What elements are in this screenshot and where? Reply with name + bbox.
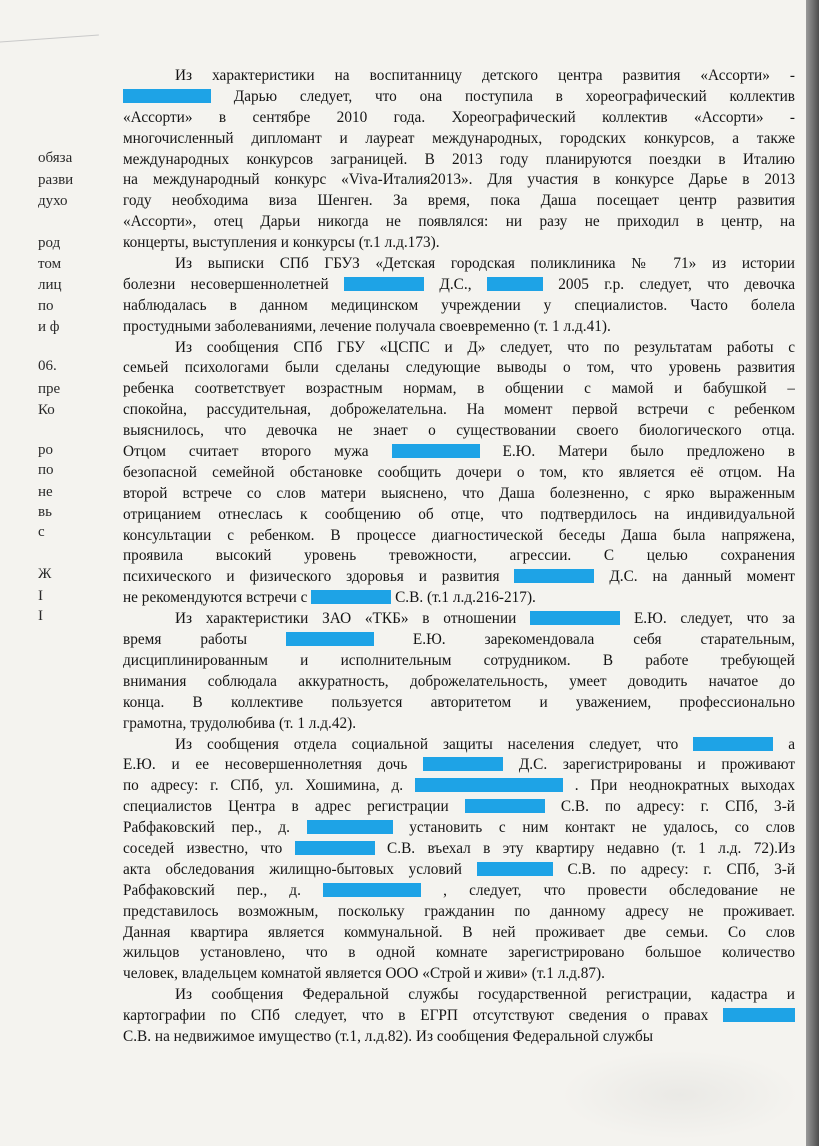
text-segment: психического и физического здоровья и развития — [123, 568, 500, 586]
text-segment: конца. В коллективе пользуется авторитетом и уважением, профессионально — [123, 693, 795, 711]
text-line — [123, 567, 795, 588]
text-line — [123, 275, 795, 296]
text-line — [123, 358, 795, 379]
text-line — [123, 296, 795, 317]
text-segment: . При неоднократных выходах — [574, 777, 795, 795]
text-segment: а — [788, 735, 795, 753]
text-segment: акта обследования жилищно-бытовых условий — [123, 860, 462, 878]
text-segment: время работы — [123, 631, 247, 649]
underlying-text: пре — [38, 381, 61, 397]
text-line — [123, 442, 795, 463]
text-line — [123, 881, 795, 902]
text-line — [123, 964, 795, 985]
text-segment: многочисленный дипломант и лауреат международных, городских конкурсов, а также — [123, 129, 795, 147]
text-segment: С.В. въехал в эту квартиру недавно (т. 1 л.д. 72).Из — [387, 839, 795, 857]
text-segment: С.В. по адресу: г. СПб, 3-й — [560, 798, 795, 816]
redaction-box — [423, 757, 503, 771]
underlying-text: с — [38, 524, 45, 540]
text-segment: Из сообщения СПб ГБУ «ЦСПС и Д» следует, что по результатам работы с — [175, 338, 795, 356]
text-line — [123, 421, 795, 442]
text-segment: Рабфаковский пер., д. — [123, 819, 290, 837]
text-line — [123, 588, 795, 609]
redaction-box — [514, 569, 594, 583]
text-line — [123, 839, 795, 860]
text-line — [123, 985, 795, 1006]
text-segment: «Ассорти» в сентябре 2010 года. Хореографический коллектив «Ассорти» - — [123, 108, 795, 126]
underlying-text: 06. — [38, 358, 57, 374]
redaction-box — [323, 883, 421, 897]
text-segment: второй встрече со слов матери выяснено, что Даша болезненно, с ярко выраженным — [123, 484, 795, 502]
text-line — [123, 66, 795, 87]
text-segment: ребенка соответствует возрастным нормам, в общении с мамой и бабушкой – — [123, 380, 795, 398]
text-line — [123, 338, 795, 359]
text-segment: Данная квартира является коммунальной. В ней проживает две семьи. Со слов — [123, 923, 795, 941]
text-segment: соседей известно, что — [123, 839, 283, 857]
document-body — [123, 66, 795, 1048]
text-segment: безопасной семейной обстановке сообщить дочери о том, кто является её отцом. На — [123, 463, 795, 481]
redaction-box — [477, 862, 553, 876]
redaction-box — [286, 632, 374, 646]
text-line — [123, 150, 795, 171]
text-line — [123, 1027, 795, 1048]
text-segment: на международный конкурс «Viva-Италия2013». Для участия в конкурсе Дарье в 2013 — [123, 171, 795, 189]
text-line — [123, 379, 795, 400]
underlying-text: I — [38, 588, 43, 604]
text-line — [123, 108, 795, 129]
text-line — [123, 170, 795, 191]
text-segment: С.В. на недвижимое имущество (т.1, л.д.82). Из сообщения Федеральной службы — [123, 1027, 654, 1045]
scan-border — [806, 0, 819, 1146]
redaction-box — [311, 590, 391, 604]
text-segment: жильцов установлено, что в одной комнате зарегистрировано большое количество — [123, 944, 795, 962]
underlying-text: обяза — [38, 150, 73, 166]
text-line — [123, 546, 795, 567]
text-line — [123, 923, 795, 944]
text-segment: простудными заболеваниями, лечение получала своевременно (т. 1 л.д.41). — [123, 317, 611, 335]
underlying-text: не — [38, 484, 53, 500]
text-segment: международных конкурсов заграницей. В 2013 году планируются поездки в Италию — [123, 150, 795, 168]
text-segment: спокойна, рассудительная, доброжелательна. На момент первой встречи с ребенком — [123, 401, 795, 419]
text-line — [123, 609, 795, 630]
text-segment: Из характеристики на воспитанницу детского центра развития «Ассорти» - — [175, 67, 795, 84]
underlying-text: по — [38, 298, 54, 314]
text-segment: грамотна, трудолюбива (т. 1 л.д.42). — [123, 714, 357, 732]
text-line — [123, 672, 795, 693]
text-line — [123, 630, 795, 651]
redaction-box — [693, 737, 773, 751]
underlying-text: и ф — [38, 319, 60, 335]
text-segment: внимания соблюдала аккуратность, доброжелательность, умеет доводить начатое до — [123, 672, 795, 690]
text-line — [123, 400, 795, 421]
underlying-text: Ж — [38, 566, 52, 582]
text-segment: установить с ним контакт не удалось, со слов — [409, 819, 795, 837]
text-line — [123, 1006, 795, 1027]
redaction-box — [344, 277, 424, 291]
text-segment: дисциплинированным и исполнительным сотрудником. В работе требующей — [123, 651, 795, 669]
text-segment: болезни несовершеннолетней — [123, 275, 329, 293]
redaction-box — [723, 1008, 795, 1022]
text-line — [123, 943, 795, 964]
text-segment: отрицанием отнеслась к сообщению об отце, что подтвердилось на индивидуальной — [123, 505, 795, 523]
text-segment: Из сообщения Федеральной службы государственной регистрации, кадастра и — [175, 986, 795, 1004]
underlying-text: ро — [38, 442, 53, 458]
redaction-box — [465, 799, 545, 813]
text-segment: картографии по СПб следует, что в ЕГРП отсутствуют сведения о правах — [123, 1007, 709, 1025]
text-line — [123, 860, 795, 881]
text-line — [123, 505, 795, 526]
text-line — [123, 651, 795, 672]
text-segment: , следует, что провести обследование не — [443, 881, 795, 899]
redaction-box — [123, 89, 211, 103]
redaction-box — [295, 841, 375, 855]
underlying-text: лиц — [38, 277, 62, 293]
text-segment: концерты, выступления и конкурсы (т.1 л.д.173). — [123, 234, 440, 252]
redaction-box — [487, 277, 543, 291]
text-segment: Из характеристики ЗАО «ТКБ» в отношении — [175, 610, 517, 628]
text-segment: Е.Ю. Матери было предложено в — [502, 443, 795, 461]
text-segment: Дарью следует, что она поступила в хореографический коллектив — [233, 87, 795, 105]
underlying-text: духо — [38, 193, 68, 209]
underlying-text: род — [38, 235, 61, 251]
text-segment: С.В. по адресу: г. СПб, 3-й — [567, 860, 795, 878]
underlying-page-fragment — [0, 148, 120, 648]
text-line — [123, 902, 795, 923]
text-segment: Д.С. зарегистрированы и проживают — [518, 756, 795, 774]
redaction-box — [415, 778, 563, 792]
underlying-text: по — [38, 462, 54, 478]
text-segment: Д.С., — [439, 275, 472, 293]
text-segment: консультации с ребенком. В процессе диагностической беседы Даша была напряжена, — [123, 526, 795, 544]
text-line — [123, 254, 795, 275]
text-segment: Д.С. на данный момент — [609, 568, 795, 586]
text-segment: Е.Ю. следует, что за — [633, 610, 795, 628]
underlying-text: I — [38, 608, 43, 624]
text-segment: наблюдалась в данном медицинском учреждении у специалистов. Часто болела — [123, 296, 795, 314]
text-line — [123, 526, 795, 547]
page-fold — [0, 35, 101, 73]
text-line — [123, 129, 795, 150]
text-segment: проявила высокий уровень тревожности, агрессии. С целью сохранения — [123, 547, 795, 565]
text-line — [123, 755, 795, 776]
text-segment: Е.Ю. и ее несовершеннолетняя дочь — [123, 756, 408, 774]
text-line — [123, 233, 795, 254]
text-segment: семьей психологами были сделаны следующие выводы о том, что уровень развития — [123, 359, 795, 377]
text-segment: Из выписки СПб ГБУЗ «Детская городская поликлиника № 71» из истории — [175, 255, 795, 273]
text-segment: «Ассорти», отец Дарьи никогда не появлялся: ни разу не приходил в центр, на — [123, 213, 795, 231]
text-line — [123, 818, 795, 839]
text-line — [123, 463, 795, 484]
text-segment: человек, владельцем комнатой является ООО «Строй и живи» (т.1 л.д.87). — [123, 965, 605, 983]
text-segment: Отцом считает второго мужа — [123, 443, 369, 461]
underlying-text: вь — [38, 504, 52, 520]
text-line — [123, 693, 795, 714]
text-segment: году необходима виза Шенген. За время, пока Даша посещает центр развития — [123, 192, 795, 210]
faint-stamp — [560, 1050, 800, 1140]
text-segment: представилось возможным, поскольку гражданин по данному адресу не проживает. — [123, 902, 795, 920]
redaction-box — [392, 444, 480, 458]
text-segment: Из сообщения отдела социальной защиты населения следует, что — [175, 735, 679, 753]
text-segment: Рабфаковский пер., д. — [123, 881, 301, 899]
text-line — [123, 191, 795, 212]
text-line — [123, 776, 795, 797]
text-line — [123, 714, 795, 735]
text-line — [123, 317, 795, 338]
underlying-text: том — [38, 256, 62, 272]
text-segment: 2005 г.р. следует, что девочка — [558, 275, 795, 293]
text-line — [123, 212, 795, 233]
underlying-text: Ко — [38, 402, 55, 418]
text-segment: С.В. (т.1 л.д.216-217). — [395, 589, 536, 607]
redaction-box — [530, 611, 620, 625]
redaction-box — [307, 820, 393, 834]
text-line — [123, 484, 795, 505]
text-segment: специалистов Центра в адрес регистрации — [123, 798, 449, 816]
text-line — [123, 797, 795, 818]
underlying-text: разви — [38, 172, 74, 188]
text-line — [123, 87, 795, 108]
text-line — [123, 735, 795, 756]
text-segment: по адресу: г. СПб, ул. Хошимина, д. — [123, 777, 404, 795]
text-segment: Е.Ю. зарекомендовала себя старательным, — [412, 631, 795, 649]
text-segment: не рекомендуются встречи с — [123, 589, 308, 607]
text-segment: выяснилось, что девочка не знает о существовании своего биологического отца. — [123, 422, 795, 440]
